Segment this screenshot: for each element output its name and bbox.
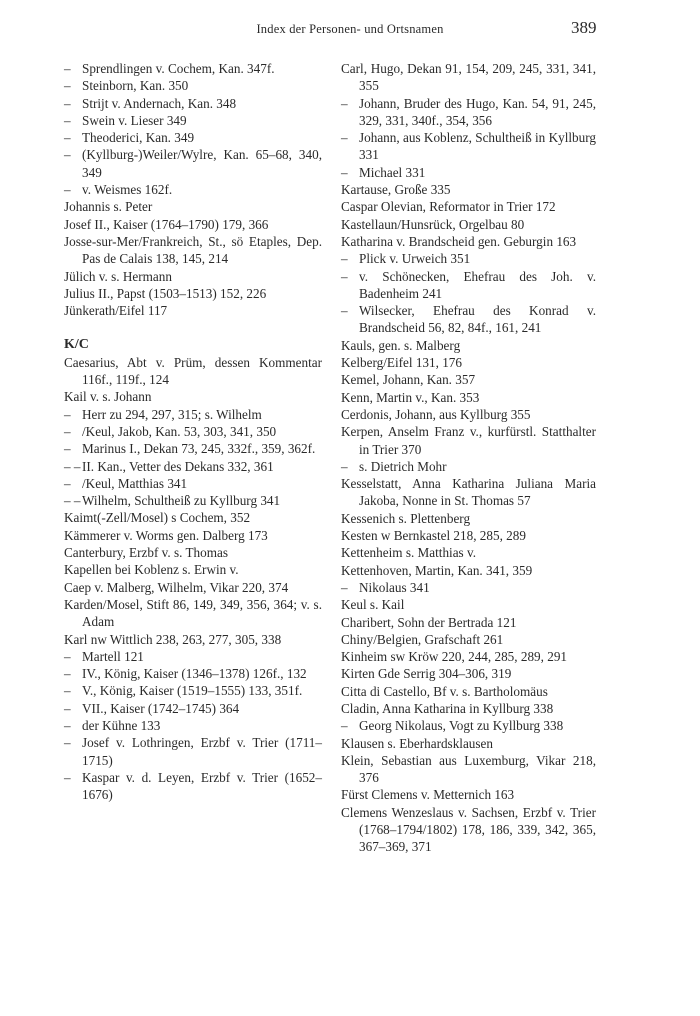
page-number: 389	[571, 18, 597, 37]
index-entry	[341, 717, 596, 734]
entry-dash: –	[64, 717, 71, 733]
entry-dash: –	[64, 182, 71, 198]
index-entry	[64, 181, 322, 198]
index-entry	[64, 596, 322, 631]
entry-text: /Keul, Matthias 341	[82, 475, 188, 491]
index-entry	[64, 285, 322, 302]
entry-text: Karl nw Wittlich 238, 263, 277, 305, 338	[64, 631, 282, 647]
entry-text: Kesten w Bernkastel 218, 285, 289	[341, 528, 526, 544]
index-entry	[341, 683, 596, 700]
entry-text: Keul s. Kail	[341, 597, 405, 613]
entry-text: Kessenich s. Plettenberg	[341, 510, 471, 526]
entry-text: Kaimt(-Zell/Mosel) s Cochem, 352	[64, 510, 251, 526]
index-entry	[64, 492, 322, 509]
index-entry	[64, 631, 322, 648]
index-entry	[64, 717, 322, 734]
entry-text: v. Weismes 162f.	[82, 182, 173, 198]
index-entry	[64, 112, 322, 129]
entry-text: Karden/Mosel, Stift 86, 149, 349, 356, 364; v. s. Adam	[64, 596, 322, 630]
entry-text: Georg Nikolaus, Vogt zu Kyllburg 338	[359, 718, 564, 734]
entry-text: Kenn, Martin v., Kan. 353	[341, 389, 480, 405]
index-entry	[64, 440, 322, 457]
right-column	[341, 60, 596, 856]
index-entry	[64, 423, 322, 440]
entry-text: Charibert, Sohn der Bertrada 121	[341, 614, 517, 630]
index-entry	[64, 700, 322, 717]
index-entry	[64, 388, 322, 405]
entry-text: Martell 121	[82, 648, 144, 664]
index-entry	[341, 579, 596, 596]
entry-text: Josef v. Lothringen, Erzbf v. Trier (1711–1715)	[82, 735, 322, 768]
index-entry	[64, 95, 322, 112]
index-entry	[64, 665, 322, 682]
entry-text: Plick v. Urweich 351	[359, 251, 471, 267]
entry-text: Nikolaus 341	[359, 579, 430, 595]
entry-dash: –	[64, 61, 71, 76]
index-entry	[341, 510, 596, 527]
index-entry	[64, 509, 322, 526]
entry-text: Michael 331	[359, 164, 426, 180]
entry-text: Kail v. s. Johann	[64, 389, 152, 405]
entry-dash: –	[341, 95, 348, 111]
index-entry	[341, 302, 596, 337]
entry-text: Chiny/Belgien, Grafschaft 261	[341, 631, 504, 647]
running-title: Index der Personen- und Ortsnamen	[256, 22, 444, 36]
index-entry	[341, 389, 596, 406]
left-column	[64, 60, 322, 803]
right-entries	[341, 60, 596, 856]
index-entry	[64, 769, 322, 804]
entry-text: Kelberg/Eifel 131, 176	[341, 355, 462, 371]
entry-text: /Keul, Jakob, Kan. 53, 303, 341, 350	[82, 423, 277, 439]
index-entry	[64, 129, 322, 146]
index-entry	[64, 77, 322, 94]
index-entry	[341, 216, 596, 233]
entry-text: VII., Kaiser (1742–1745) 364	[82, 700, 240, 716]
entry-text: Caep v. Malberg, Wilhelm, Vikar 220, 374	[64, 579, 289, 595]
index-entry	[341, 354, 596, 371]
index-entry	[341, 631, 596, 648]
index-entry	[341, 752, 596, 787]
entry-text: Kämmerer v. Worms gen. Dalberg 173	[64, 527, 268, 543]
index-entry	[341, 129, 596, 164]
index-entry	[64, 544, 322, 561]
index-entry	[64, 233, 322, 268]
entry-dash: –	[341, 458, 348, 474]
entry-text: Kerpen, Anselm Franz v., kurfürstl. Statthalter in Trier 370	[341, 424, 596, 457]
entry-dash: –	[64, 666, 71, 682]
index-entry	[64, 561, 322, 578]
entry-text: Johann, Bruder des Hugo, Kan. 54, 91, 245, 329, 331, 340f., 354, 356	[359, 95, 596, 128]
index-entry	[64, 216, 322, 233]
index-entry	[341, 544, 596, 561]
entry-dash: –	[64, 130, 71, 146]
entry-text: Julius II., Papst (1503–1513) 152, 226	[64, 285, 267, 301]
entry-text: Kaspar v. d. Leyen, Erzbf v. Trier (1652–1676)	[82, 769, 322, 803]
entry-text: Wilsecker, Ehefrau des Konrad v. Brandscheid 56, 82, 84f., 161, 241	[359, 303, 596, 336]
entry-text: Sprendlingen v. Cochem, Kan. 347f.	[82, 61, 275, 76]
index-entry	[341, 527, 596, 544]
entry-text: Kettenheim s. Matthias v.	[341, 545, 477, 561]
index-entry	[341, 700, 596, 717]
entry-dash: – –	[64, 458, 81, 474]
entry-text: Marinus I., Dekan 73, 245, 332f., 359, 362f.	[82, 441, 316, 457]
index-entry	[341, 596, 596, 613]
entry-text: Carl, Hugo, Dekan 91, 154, 209, 245, 331, 341, 355	[341, 61, 596, 94]
entry-dash: –	[64, 441, 71, 457]
index-entry	[64, 354, 322, 389]
entry-text: Kapellen bei Koblenz s. Erwin v.	[64, 562, 239, 578]
entry-text: Josef II., Kaiser (1764–1790) 179, 366	[64, 216, 269, 232]
entry-text: Kastellaun/Hunsrück, Orgelbau 80	[341, 216, 525, 232]
entry-text: Kauls, gen. s. Malberg	[341, 337, 461, 353]
index-entry	[64, 475, 322, 492]
entry-text: s. Dietrich Mohr	[359, 458, 447, 474]
index-entry	[341, 475, 596, 510]
entry-text: Theoderici, Kan. 349	[82, 130, 195, 146]
index-entry	[341, 60, 596, 95]
index-entry	[341, 337, 596, 354]
entry-text: Kesselstatt, Anna Katharina Juliana Maria Jakoba, Nonne in St. Thomas 57	[341, 476, 596, 509]
index-entry	[341, 648, 596, 665]
entry-text: Fürst Clemens v. Metternich 163	[341, 787, 515, 803]
index-entry	[341, 164, 596, 181]
entry-text: v. Schönecken, Ehefrau des Joh. v. Badenheim 241	[359, 268, 596, 301]
entry-dash: –	[341, 303, 348, 319]
index-entry	[64, 406, 322, 423]
entry-dash: –	[64, 95, 71, 111]
entry-text: Kinheim sw Kröw 220, 244, 285, 289, 291	[341, 649, 568, 665]
index-entry	[64, 198, 322, 215]
index-entry	[64, 734, 322, 769]
entry-text: Kartause, Große 335	[341, 182, 451, 198]
entry-dash: –	[341, 579, 348, 595]
page-header	[0, 18, 700, 42]
entry-dash: – –	[64, 493, 81, 509]
entry-text: V., König, Kaiser (1519–1555) 133, 351f.	[82, 683, 303, 699]
index-entry	[341, 95, 596, 130]
entry-text: Katharina v. Brandscheid gen. Geburgin 163	[341, 233, 577, 249]
entry-text: Cladin, Anna Katharina in Kyllburg 338	[341, 700, 554, 716]
index-entry	[341, 804, 596, 856]
index-entry	[64, 458, 322, 475]
entry-text: Johannis s. Peter	[64, 199, 153, 215]
entry-dash: –	[341, 718, 348, 734]
entry-dash: –	[64, 735, 71, 751]
left-entries-top	[64, 60, 322, 319]
entry-text: Caspar Olevian, Reformator in Trier 172	[341, 199, 556, 215]
entry-dash: –	[64, 112, 71, 128]
index-entry	[341, 233, 596, 250]
entry-dash: –	[64, 683, 71, 699]
entry-text: Citta di Castello, Bf v. s. Bartholomäus	[341, 683, 548, 699]
entry-text: Caesarius, Abt v. Prüm, dessen Kommentar 116f., 119f., 124	[64, 354, 322, 388]
entry-text: Wilhelm, Schultheiß zu Kyllburg 341	[82, 493, 281, 509]
entry-text: Johann, aus Koblenz, Schultheiß in Kyllburg 331	[359, 130, 596, 163]
index-entry	[341, 562, 596, 579]
entry-dash: –	[64, 423, 71, 439]
entry-dash: –	[341, 251, 348, 267]
index-entry	[341, 250, 596, 267]
index-entry	[341, 458, 596, 475]
entry-text: Kettenhoven, Martin, Kan. 341, 359	[341, 562, 533, 578]
entry-text: Josse-sur-Mer/Frankreich, St., sö Etaples, Dep. Pas de Calais 138, 145, 214	[64, 233, 322, 267]
entry-text: II. Kan., Vetter des Dekans 332, 361	[82, 458, 274, 474]
entry-text: Kemel, Johann, Kan. 357	[341, 372, 476, 388]
entry-text: Jünkerath/Eifel 117	[64, 303, 168, 319]
index-entry	[341, 371, 596, 388]
index-entry	[341, 786, 596, 803]
index-entry	[64, 302, 322, 319]
entry-text: Cerdonis, Johann, aus Kyllburg 355	[341, 406, 531, 422]
index-entry	[64, 268, 322, 285]
entry-text: Steinborn, Kan. 350	[82, 78, 189, 94]
entry-dash: –	[64, 406, 71, 422]
entry-text: Kirten Gde Serrig 304–306, 319	[341, 666, 512, 682]
index-entry	[64, 648, 322, 665]
section-gap	[64, 319, 322, 336]
entry-dash: –	[64, 700, 71, 716]
index-entry	[341, 198, 596, 215]
entry-text: Herr zu 294, 297, 315; s. Wilhelm	[82, 406, 262, 422]
entry-text: der Kühne 133	[82, 717, 161, 733]
entry-dash: –	[64, 78, 71, 94]
section-heading: K/C	[64, 337, 89, 353]
index-entry	[341, 268, 596, 303]
index-entry	[341, 614, 596, 631]
index-entry	[64, 527, 322, 544]
entry-text: Klein, Sebastian aus Luxemburg, Vikar 218, 376	[341, 752, 596, 786]
entry-dash: –	[341, 268, 348, 284]
entry-text: (Kyllburg-)Weiler/Wylre, Kan. 65–68, 340, 349	[82, 147, 322, 180]
entry-dash: –	[341, 130, 348, 146]
index-entry	[64, 146, 322, 181]
index-entry	[64, 579, 322, 596]
entry-text: Clemens Wenzeslaus v. Sachsen, Erzbf v. Trier (1768–1794/1802) 178, 186, 339, 342, 365, 367–369, 371	[341, 804, 596, 855]
index-entry	[341, 406, 596, 423]
entry-text: Canterbury, Erzbf v. s. Thomas	[64, 545, 228, 561]
left-entries-section	[64, 354, 322, 804]
entry-dash: –	[64, 475, 71, 491]
index-entry	[64, 60, 322, 77]
entry-dash: –	[341, 164, 348, 180]
entry-text: Strijt v. Andernach, Kan. 348	[82, 95, 237, 111]
index-entry	[341, 735, 596, 752]
entry-text: Klausen s. Eberhardsklausen	[341, 735, 493, 751]
index-entry	[341, 665, 596, 682]
entry-text: Jülich v. s. Hermann	[64, 268, 172, 284]
index-entry	[341, 181, 596, 198]
entry-dash: –	[64, 648, 71, 664]
index-entry	[341, 423, 596, 458]
entry-dash: –	[64, 769, 71, 785]
entry-text: IV., König, Kaiser (1346–1378) 126f., 132	[82, 666, 307, 682]
entry-dash: –	[64, 147, 71, 163]
entry-text: Swein v. Lieser 349	[82, 112, 187, 128]
index-entry	[64, 682, 322, 699]
